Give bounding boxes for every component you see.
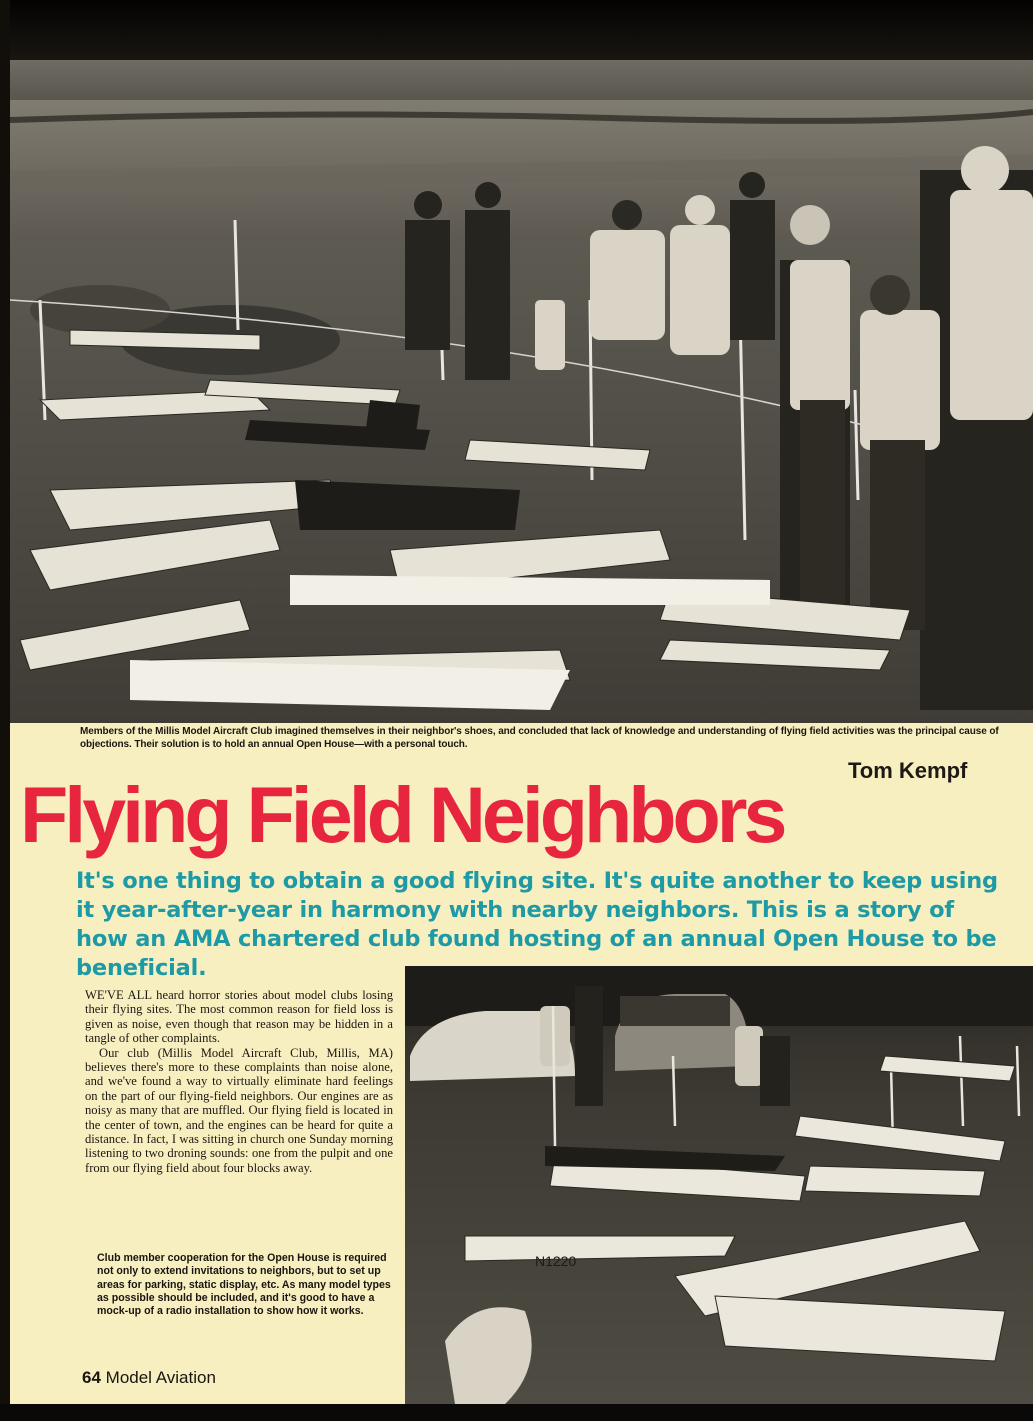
body-paragraph-1: WE'VE ALL heard horror stories about model clubs losing their flying sites. The most common reason for field loss is given as noise, even though that reason may be hidden in a tangle of other complaints. [85, 988, 393, 1046]
side-photo-caption: Club member cooperation for the Open House is required not only to extend invitations to neighbors, but to set up areas for parking, static display, etc. As many model types as possible should be included, and it's good to have a mock-up of a radio installation to show how it works. [97, 1252, 391, 1318]
top-photo [10, 60, 1033, 723]
magazine-title: Model Aviation [105, 1368, 216, 1387]
article-headline: Flying Field Neighbors [20, 770, 784, 859]
bottom-photo [405, 966, 1033, 1404]
article-deck: It's one thing to obtain a good flying site. It's quite another to keep using it year-after-year in harmony with nearby neighbors. This is a story of how an AMA chartered club found hosting of an annual Open House to be beneficial. [76, 868, 998, 981]
page-number: 64 [82, 1368, 101, 1387]
top-photo-caption: Members of the Millis Model Aircraft Club imagined themselves in their neighbor's shoes, and concluded that lack of knowledge and understanding of flying field activities was the principal cause of objections. Their solution is to hold an annual Open House—with a personal touch. [80, 726, 999, 750]
body-paragraph-2: Our club (Millis Model Aircraft Club, Millis, MA) believes there's more to these complaints than noise alone, and we've found a way to virtually eliminate hard feelings on the part of our flying-field neighbors. Our engines are as noisy as many that are muffled. Our flying field is located in the center of town, and the engines can be heard for quite a distance. In fact, I was sitting in church one Sunday morning listening to two droning sounds: one from the pulpit and one from our flying field about four blocks away. [85, 1045, 393, 1175]
scan-top-edge [0, 0, 1033, 64]
article-body [85, 988, 393, 1175]
scan-bottom-edge [0, 1404, 1033, 1421]
scan-left-edge [0, 0, 10, 1421]
page-folio [82, 1368, 216, 1388]
photo-flying-field-crowd [10, 60, 1033, 723]
photo-static-display [405, 966, 1033, 1404]
registration-mark: N1220 [535, 1253, 577, 1269]
author-byline: Tom Kempf [848, 758, 968, 783]
